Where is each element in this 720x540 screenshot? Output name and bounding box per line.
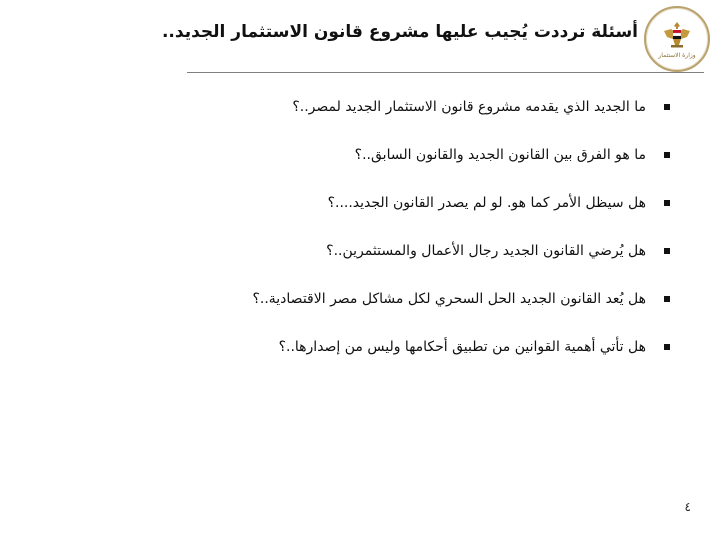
bullet-square-icon (664, 104, 670, 110)
ministry-logo (644, 6, 710, 72)
list-item-text: هل يُعد القانون الجديد الحل السحري لكل مشاكل مصر الاقتصادية..؟ (252, 291, 646, 307)
list-item (150, 94, 670, 142)
eagle-emblem-icon (661, 19, 693, 51)
list-item (150, 334, 670, 382)
list-item-text: هل تأتي أهمية القوانين من تطبيق أحكامها وليس من إصدارها..؟ (278, 339, 646, 355)
list-item-text: هل سيظل الأمر كما هو. لو لم يصدر القانون الجديد....؟ (327, 195, 646, 211)
slide-title: أسئلة ترددت يُجيب عليها مشروع قانون الاستثمار الجديد.. (161, 22, 638, 42)
bullet-square-icon (664, 200, 670, 206)
bullet-square-icon (664, 344, 670, 350)
list-item (150, 238, 670, 286)
list-item-text: هل يُرضي القانون الجديد رجال الأعمال والمستثمرين..؟ (326, 243, 646, 259)
question-list (150, 94, 670, 382)
list-item (150, 142, 670, 190)
page-number: ٤ (684, 500, 691, 514)
bullet-square-icon (664, 152, 670, 158)
list-item (150, 286, 670, 334)
list-item-text: ما هو الفرق بين القانون الجديد والقانون السابق..؟ (354, 147, 646, 163)
bullet-square-icon (664, 296, 670, 302)
bullet-square-icon (664, 248, 670, 254)
list-item-text: ما الجديد الذي يقدمه مشروع قانون الاستثمار الجديد لمصر..؟ (292, 99, 646, 115)
list-item (150, 190, 670, 238)
logo-caption: وزارة الاستثمار (658, 52, 696, 59)
title-divider (187, 72, 704, 73)
